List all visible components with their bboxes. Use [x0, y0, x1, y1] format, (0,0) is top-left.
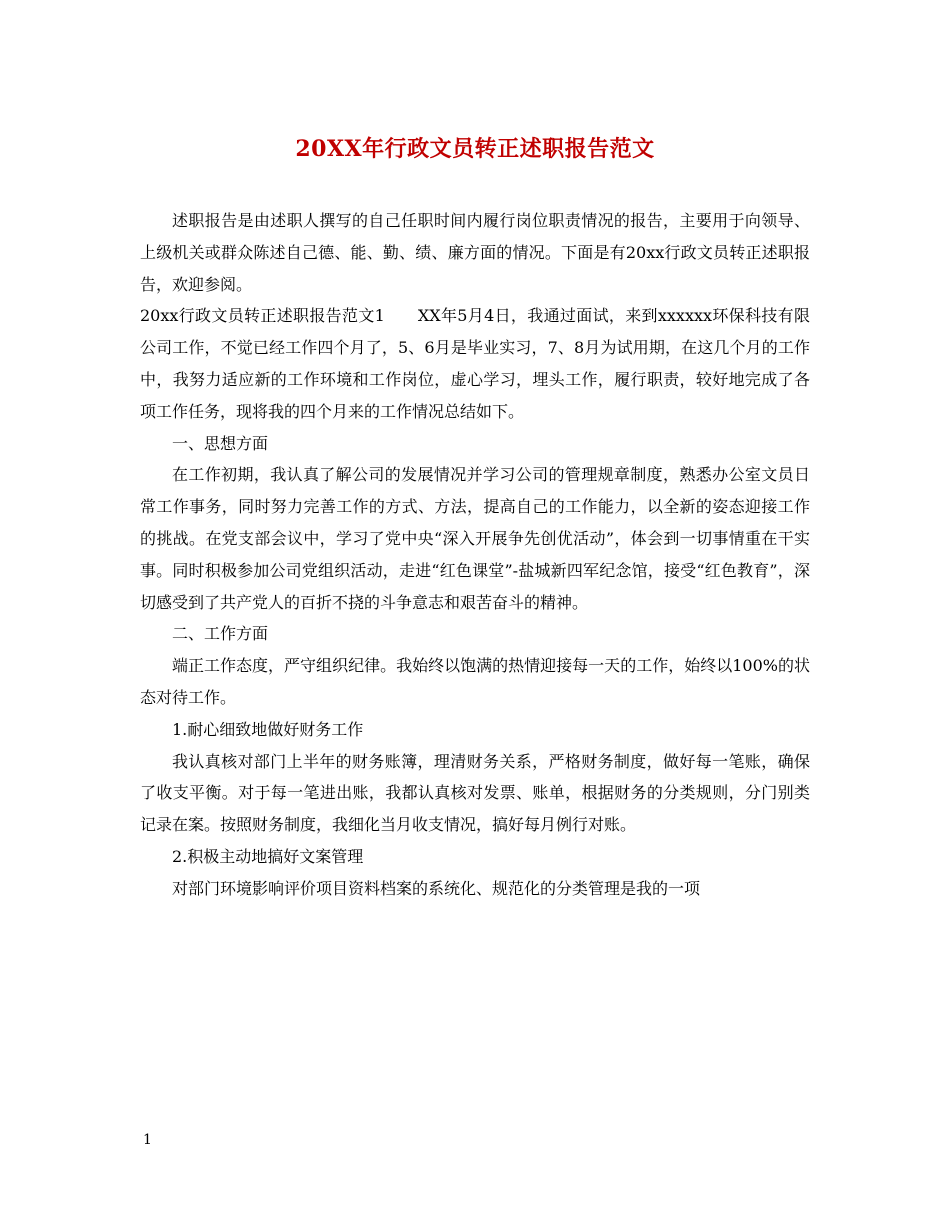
subheading-documents: 2.积极主动地搞好文案管理 — [172, 846, 364, 866]
section-heading-thought: 一、思想方面 — [172, 433, 269, 453]
finance-paragraph: 我认真核对部门上半年的财务账簿，理清财务关系，严格财务制度，做好每一笔账，确保了收支平衡。对于每一笔进出账，我都认真核对发票、账单，根据财务的分类规则，分门别类记录在案。按照财务制度，我细化当月收支情况，搞好每月例行对账。 — [140, 751, 810, 835]
document-body — [140, 205, 810, 905]
work-paragraph: 端正工作态度，严守组织纪律。我始终以饱满的热情迎接每一天的工作，始终以100%的状态对待工作。 — [140, 656, 810, 707]
document-title: 20XX年行政文员转正述职报告范文 — [295, 136, 655, 162]
section-heading-work: 二、工作方面 — [172, 624, 269, 644]
thought-paragraph: 在工作初期，我认真了解公司的发展情况并学习公司的管理规章制度，熟悉办公室文员日常工作事务，同时努力完善工作的方式、方法，提高自己的工作能力，以全新的姿态迎接工作的挑战。在党支部会议中，学习了党中央“深入开展争先创优活动”，体会到一切事情重在干实事。同时积极参加公司党组织活动，走进“红色课堂”-盐城新四军纪念馆，接受“红色教育”，深切感受到了共产党人的百折不挠的斗争意志和艰苦奋斗的精神。 — [140, 465, 810, 612]
intro-paragraph: 述职报告是由述职人撰写的自己任职时间内履行岗位职责情况的报告，主要用于向领导、上级机关或群众陈述自己德、能、勤、绩、廉方面的情况。下面是有20xx行政文员转正述职报告，欢迎参阅。 — [140, 211, 810, 294]
documents-paragraph: 对部门环境影响评价项目资料档案的系统化、规范化的分类管理是我的一项 — [172, 878, 701, 898]
subheading-finance: 1.耐心细致地做好财务工作 — [172, 719, 364, 739]
report-paragraph-1: 20xx行政文员转正述职报告范文1 XX年5月4日，我通过面试，来到xxxxxx环保科技有限公司工作，不觉已经工作四个月了，5、6月是毕业实习，7、8月为试用期，在这几个月的工作中，我努力适应新的工作环境和工作岗位，虚心学习，埋头工作，履行职责，较好地完成了各项工作任务，现将我的四个月来的工作情况总结如下。 — [140, 306, 810, 421]
page-number: 1 — [143, 1132, 152, 1148]
